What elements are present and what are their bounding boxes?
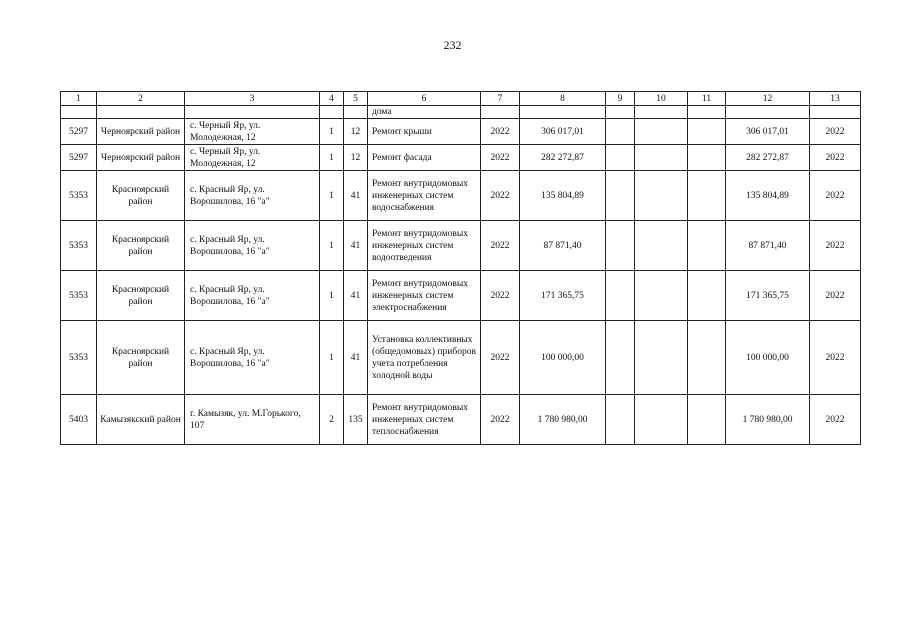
continuation-cell: [606, 106, 635, 119]
column-number-10: 10: [635, 92, 688, 106]
table-row: [61, 119, 861, 145]
table-row: [61, 395, 861, 445]
col-10-cell: [635, 271, 688, 321]
column-number-11: 11: [688, 92, 726, 106]
column-number-9: 9: [606, 92, 635, 106]
completion-year-cell: 2022: [810, 171, 861, 221]
total-cost-cell: 282 272,87: [726, 145, 810, 171]
continuation-cell: [726, 106, 810, 119]
record-id-cell: 5297: [61, 119, 97, 145]
cost-cell: 100 000,00: [520, 321, 606, 395]
address-cell: с. Черный Яр, ул. Молодежная, 12: [185, 119, 320, 145]
work-type-cell: Ремонт внутридомовых инженерных систем водоотведения: [368, 221, 481, 271]
continuation-cell: [320, 106, 344, 119]
district-cell: Красноярский район: [97, 321, 185, 395]
district-cell: Черноярский район: [97, 145, 185, 171]
continuation-cell: [185, 106, 320, 119]
floor-count-cell: 41: [344, 321, 368, 395]
entrance-count-cell: 1: [320, 119, 344, 145]
cost-cell: 87 871,40: [520, 221, 606, 271]
column-number-12: 12: [726, 92, 810, 106]
floor-count-cell: 41: [344, 271, 368, 321]
work-type-cell: Установка коллективных (общедомовых) приборов учета потребления холодной воды: [368, 321, 481, 395]
continuation-cell: дома: [368, 106, 481, 119]
year-cell: 2022: [481, 221, 520, 271]
entrance-count-cell: 1: [320, 145, 344, 171]
col-10-cell: [635, 145, 688, 171]
col-11-cell: [688, 171, 726, 221]
col-11-cell: [688, 221, 726, 271]
repair-schedule-table: [60, 91, 861, 445]
entrance-count-cell: 1: [320, 321, 344, 395]
total-cost-cell: 135 804,89: [726, 171, 810, 221]
year-cell: 2022: [481, 321, 520, 395]
column-number-8: 8: [520, 92, 606, 106]
record-id-cell: 5297: [61, 145, 97, 171]
continuation-cell: [520, 106, 606, 119]
cost-cell: 1 780 980,00: [520, 395, 606, 445]
district-cell: Красноярский район: [97, 271, 185, 321]
district-cell: Красноярский район: [97, 171, 185, 221]
district-cell: Красноярский район: [97, 221, 185, 271]
table-row: [61, 221, 861, 271]
column-number-1: 1: [61, 92, 97, 106]
work-type-cell: Ремонт внутридомовых инженерных систем электроснабжения: [368, 271, 481, 321]
total-cost-cell: 171 365,75: [726, 271, 810, 321]
column-number-13: 13: [810, 92, 861, 106]
year-cell: 2022: [481, 171, 520, 221]
col-9-cell: [606, 321, 635, 395]
col-11-cell: [688, 145, 726, 171]
column-number-4: 4: [320, 92, 344, 106]
record-id-cell: 5353: [61, 221, 97, 271]
floor-count-cell: 41: [344, 171, 368, 221]
address-cell: с. Черный Яр, ул. Молодежная, 12: [185, 145, 320, 171]
table-row: [61, 321, 861, 395]
page-number: 232: [443, 38, 462, 52]
district-cell: Камызякский район: [97, 395, 185, 445]
cost-cell: 282 272,87: [520, 145, 606, 171]
col-9-cell: [606, 171, 635, 221]
col-9-cell: [606, 395, 635, 445]
work-type-cell: Ремонт крыши: [368, 119, 481, 145]
table-row: [61, 271, 861, 321]
completion-year-cell: 2022: [810, 119, 861, 145]
total-cost-cell: 306 017,01: [726, 119, 810, 145]
col-10-cell: [635, 321, 688, 395]
year-cell: 2022: [481, 119, 520, 145]
column-number-6: 6: [368, 92, 481, 106]
col-11-cell: [688, 271, 726, 321]
entrance-count-cell: 2: [320, 395, 344, 445]
address-cell: с. Красный Яр, ул. Ворошилова, 16 "а": [185, 271, 320, 321]
record-id-cell: 5353: [61, 171, 97, 221]
col-10-cell: [635, 395, 688, 445]
completion-year-cell: 2022: [810, 395, 861, 445]
continuation-cell: [635, 106, 688, 119]
entrance-count-cell: 1: [320, 221, 344, 271]
year-cell: 2022: [481, 145, 520, 171]
col-9-cell: [606, 221, 635, 271]
work-type-cell: Ремонт внутридомовых инженерных систем теплоснабжения: [368, 395, 481, 445]
floor-count-cell: 41: [344, 221, 368, 271]
completion-year-cell: 2022: [810, 321, 861, 395]
column-number-2: 2: [97, 92, 185, 106]
year-cell: 2022: [481, 271, 520, 321]
continuation-cell: [97, 106, 185, 119]
address-cell: с. Красный Яр, ул. Ворошилова, 16 "а": [185, 171, 320, 221]
col-11-cell: [688, 395, 726, 445]
col-11-cell: [688, 119, 726, 145]
address-cell: с. Красный Яр, ул. Ворошилова, 16 "а": [185, 321, 320, 395]
column-number-5: 5: [344, 92, 368, 106]
col-10-cell: [635, 119, 688, 145]
completion-year-cell: 2022: [810, 271, 861, 321]
floor-count-cell: 12: [344, 119, 368, 145]
col-10-cell: [635, 171, 688, 221]
col-10-cell: [635, 221, 688, 271]
work-type-cell: Ремонт внутридомовых инженерных систем водоснабжения: [368, 171, 481, 221]
column-number-3: 3: [185, 92, 320, 106]
column-number-7: 7: [481, 92, 520, 106]
continuation-cell: [481, 106, 520, 119]
record-id-cell: 5403: [61, 395, 97, 445]
total-cost-cell: 1 780 980,00: [726, 395, 810, 445]
record-id-cell: 5353: [61, 271, 97, 321]
total-cost-cell: 87 871,40: [726, 221, 810, 271]
address-cell: г. Камызяк, ул. М.Горького, 107: [185, 395, 320, 445]
district-cell: Черноярский район: [97, 119, 185, 145]
continuation-cell: [688, 106, 726, 119]
total-cost-cell: 100 000,00: [726, 321, 810, 395]
col-9-cell: [606, 145, 635, 171]
continuation-row: [61, 106, 861, 119]
floor-count-cell: 12: [344, 145, 368, 171]
continuation-cell: [344, 106, 368, 119]
completion-year-cell: 2022: [810, 145, 861, 171]
cost-cell: 135 804,89: [520, 171, 606, 221]
cost-cell: 306 017,01: [520, 119, 606, 145]
col-11-cell: [688, 321, 726, 395]
entrance-count-cell: 1: [320, 271, 344, 321]
year-cell: 2022: [481, 395, 520, 445]
record-id-cell: 5353: [61, 321, 97, 395]
cost-cell: 171 365,75: [520, 271, 606, 321]
table-row: [61, 145, 861, 171]
table-row: [61, 171, 861, 221]
col-9-cell: [606, 271, 635, 321]
address-cell: с. Красный Яр, ул. Ворошилова, 16 "а": [185, 221, 320, 271]
entrance-count-cell: 1: [320, 171, 344, 221]
continuation-cell: [61, 106, 97, 119]
work-type-cell: Ремонт фасада: [368, 145, 481, 171]
continuation-cell: [810, 106, 861, 119]
column-number-row: [61, 92, 861, 106]
col-9-cell: [606, 119, 635, 145]
floor-count-cell: 135: [344, 395, 368, 445]
completion-year-cell: 2022: [810, 221, 861, 271]
